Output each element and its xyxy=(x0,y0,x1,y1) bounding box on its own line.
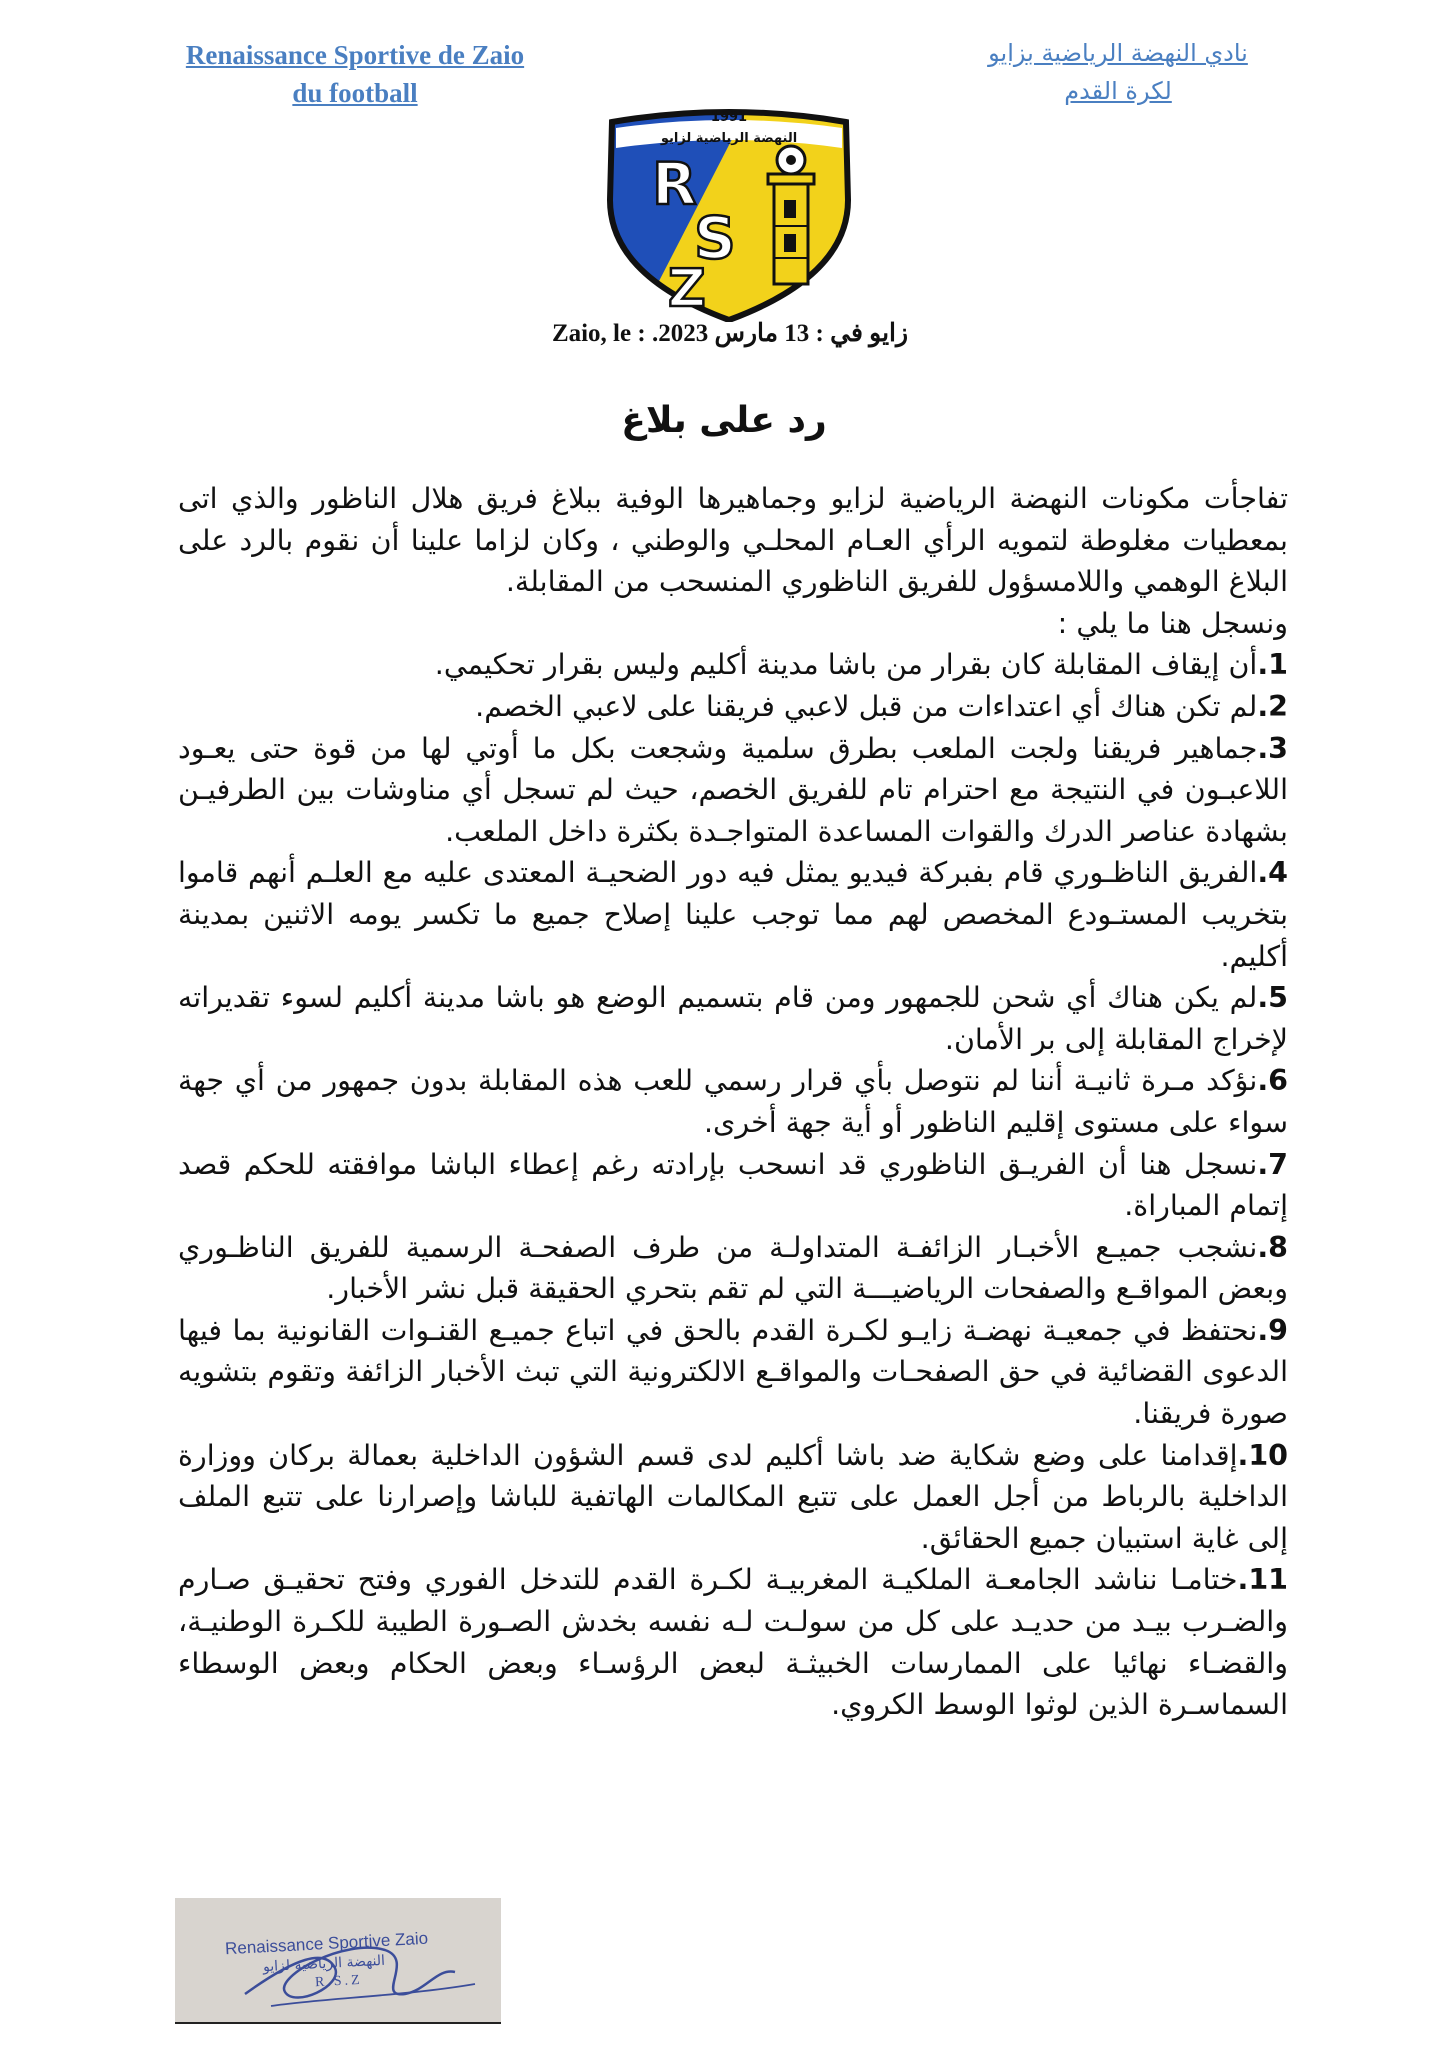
points-list xyxy=(178,644,1288,1725)
point-text: نؤكد مـرة ثانيـة أننا لم نتوصل بأي قرار رسمي للعب هذه المقابلة بدون جمهور من أي جهة سواء على مستوى إقليم الناظور أو أية جهة أخرى. xyxy=(178,1064,1288,1139)
point-text: أن إيقاف المقابلة كان بقرار من باشا مدينة أكليم وليس بقرار تحكيمي. xyxy=(434,648,1258,682)
signature-underline xyxy=(175,2022,501,2024)
dateline xyxy=(400,318,1060,348)
point-text: نشجب جميـع الأخبـار الزائفـة المتداولـة من طرف الصفحـة الرسمية للفريق الناظـوري وبعض المواقـع والصفحات الرياضيـــة التي لم تقم بتحري الحقيقة قبل نشر الأخبار. xyxy=(178,1230,1288,1306)
point-text: جماهير فريقنا ولجت الملعب بطرق سلمية وشجعت بكل ما أوتي لها من قوة حتى يعـود اللاعبـون في النتيجة مع احترام تام للفريق الخصم، حيث لم تسجل أي مناوشات بين الطرفيـن بشهادة عناصر الدرك والقوات المساعدة المتواجـدة بكثرة داخل الملعب. xyxy=(178,731,1288,848)
point-item xyxy=(178,1559,1288,1725)
crest-year: 1991 xyxy=(710,110,748,125)
crest-tower-icon xyxy=(768,174,814,284)
document-title: رد على بلاغ xyxy=(621,400,827,441)
crest-letter-s: S xyxy=(694,204,736,272)
crest-letter-z: Z xyxy=(668,259,706,319)
point-text: إقدامنا على وضع شكاية ضد باشا أكليم لدى قسم الشؤون الداخلية بعمالة بركان ووزارة الداخلية بالرباط من أجل العمل على تتبع المكالمات الهاتفية للباشا وإصرارنا على تتبع الملف إلى غاية استبيان جميع الحقائق. xyxy=(178,1438,1288,1555)
point-number: 8. xyxy=(1257,1230,1288,1264)
document-body xyxy=(178,478,1288,1726)
point-number: 10. xyxy=(1237,1438,1288,1472)
point-text: نحتفظ في جمعيـة نهضـة زايـو لكـرة القدم بالحق في اتباع جميـع القنـوات القانونية بما فيها الدعوى القضائية في حق الصفحـات والمواقـع الالكترونية التي تبث الأخبار الزائفة وتقوم بتشويه صورة فريقنا. xyxy=(178,1313,1288,1431)
point-item xyxy=(178,686,1288,728)
point-number: 1. xyxy=(1257,648,1288,682)
stamp-line-1: Renaissance Sportive Zaio xyxy=(224,1928,429,1959)
point-item xyxy=(178,728,1288,853)
club-crest-logo xyxy=(598,108,860,322)
point-item xyxy=(178,644,1288,686)
intro-paragraph: تفاجأت مكونات النهضة الرياضية لزايو وجماهيرها الوفية ببلاغ فريق هلال الناظور والذي اتى بمعطيات مغلوطة لتمويه الرأي العـام المحلـي والوطني ، وكان لزاما علينا أن نقوم بالرد على البلاغ الوهمي واللامسؤول للفريق الناظوري المنسحب من المقابلة. xyxy=(178,482,1288,599)
crest-ball-icon xyxy=(777,146,805,174)
stamp-line-2: النهضة الرياضية لزايو xyxy=(262,1952,386,1976)
header-french xyxy=(150,36,560,112)
point-text: لم يكن هناك أي شحن للجمهور ومن قام بتسميم الوضع هو باشا مدينة أكليم لسوء تقديراته لإخراج المقابلة إلى بر الأمان. xyxy=(178,981,1288,1056)
header-arabic xyxy=(958,34,1278,110)
point-number: 2. xyxy=(1257,689,1288,723)
point-number: 4. xyxy=(1257,856,1288,890)
header-french-line1: Renaissance Sportive de Zaio xyxy=(185,40,525,70)
point-text: نسجل هنا أن الفريـق الناظوري قد انسحب بإرادته رغم إعطاء الباشا موافقته للحكم قصد إتمام المباراة. xyxy=(178,1147,1288,1223)
point-number: 9. xyxy=(1257,1313,1288,1347)
lead-line: ونسجل هنا ما يلي : xyxy=(1057,606,1288,640)
club-stamp xyxy=(175,1898,501,2022)
point-item xyxy=(178,1060,1288,1143)
signature-scribble-icon xyxy=(175,1898,501,2022)
crest-arc-text: النهضة الرياضية لزايو xyxy=(660,131,798,146)
header-arabic-line2: لكرة القدم xyxy=(1064,77,1172,105)
point-item xyxy=(178,852,1288,977)
point-item xyxy=(178,1435,1288,1560)
point-item xyxy=(178,1310,1288,1435)
point-number: 6. xyxy=(1257,1064,1288,1098)
crest-letter-r: R xyxy=(652,150,697,218)
point-item xyxy=(178,1144,1288,1227)
dateline-arabic-date xyxy=(652,318,908,348)
dateline-date: 13 مارس 2023. xyxy=(651,320,810,347)
point-text: الفريق الناظـوري قام بفبركة فيديو يمثل فيه دور الضحيـة المعتدى عليه مع العلـم أنهم قاموا بتخريب المستـودع المخصص لهم مما توجب علينا إصلاح جميع ما تكسر يومه الاثنين بمدينة أكليم. xyxy=(178,856,1288,973)
point-number: 11. xyxy=(1237,1563,1288,1597)
point-number: 3. xyxy=(1257,731,1288,765)
header-french-line2: du football xyxy=(292,78,418,108)
point-number: 7. xyxy=(1257,1147,1288,1181)
point-text: لم تكن هناك أي اعتداءات من قبل لاعبي فريقنا على لاعبي الخصم. xyxy=(475,689,1258,723)
stamp-line-3: R.S.Z xyxy=(314,1972,364,1991)
header-arabic-line1: نادي النهضة الرياضية بزايو xyxy=(988,39,1248,67)
dateline-french: Zaio, le : xyxy=(551,320,646,347)
point-item xyxy=(178,1227,1288,1310)
point-item xyxy=(178,977,1288,1060)
point-text: ختامـا نناشد الجامعـة الملكيـة المغربيـة لكـرة القدم للتدخل الفوري وفتح تحقيـق صـارم والضـرب بيـد من حديـد على كل من سولـت لـه نفسه بخدش الصـورة الطيبة للكـرة الوطنيـة، والقضـاء نهائيا على الممارسات الخبيثـة لبعض الرؤسـاء وبعض الحكام وبعض الوسطاء السماسـرة الذين لوثوا الوسط الكروي. xyxy=(178,1563,1288,1722)
dateline-arabic-prefix: زايو في : xyxy=(815,320,909,347)
point-number: 5. xyxy=(1257,981,1288,1015)
